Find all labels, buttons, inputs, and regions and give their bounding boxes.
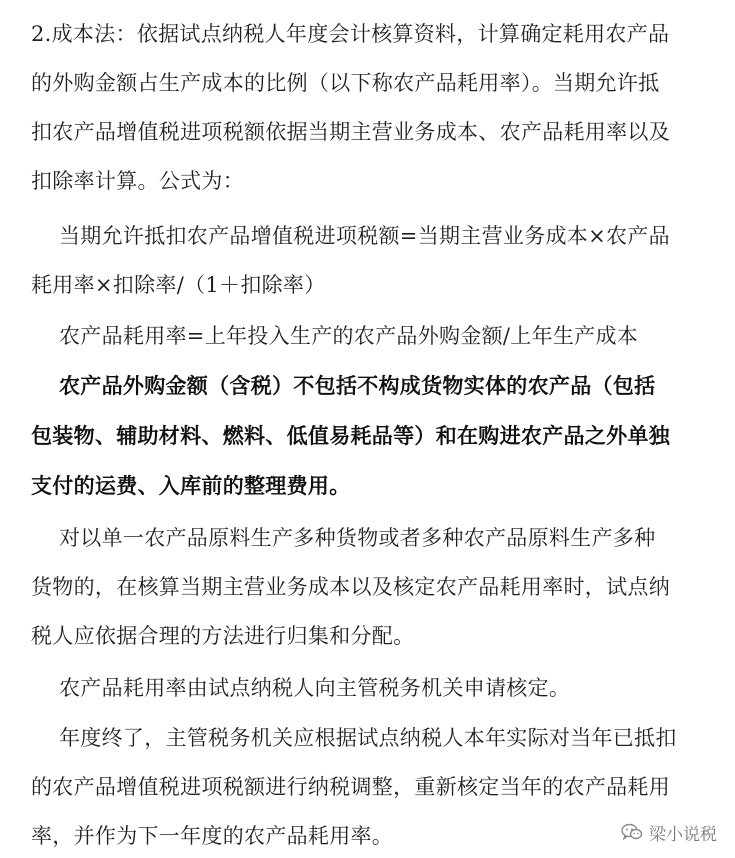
watermark-text: 梁小说税: [649, 824, 717, 845]
paragraph-line: 农产品耗用率由试点纳税人向主管税务机关申请核定。: [59, 676, 571, 700]
paragraph-line: 的农产品增值税进项税额进行纳税调整，重新核定当年的农产品耗用: [31, 775, 670, 799]
formula-line: 当期允许抵扣农产品增值税进项税额=当期主营业务成本×农产品: [59, 224, 670, 248]
paragraph-line: 年度终了，主管税务机关应根据试点纳税人本年实际对当年已抵扣: [59, 726, 677, 750]
paragraph-line: 货物的，在核算当期主营业务成本以及核定农产品耗用率时，试点纳: [31, 575, 670, 599]
formula-line: 耗用率×扣除率/（1＋扣除率）: [31, 273, 326, 297]
paragraph-line: 扣农产品增值税进项税额依据当期主营业务成本、农产品耗用率以及: [31, 120, 670, 144]
paragraph-line: 2.成本法：依据试点纳税人年度会计核算资料，计算确定耗用农产品: [31, 22, 670, 46]
paragraph-line: 的外购金额占生产成本的比例（以下称农产品耗用率）。当期允许抵: [31, 71, 660, 95]
emphasis-line: 包装物、辅助材料、燃料、低值易耗品等）和在购进农产品之外单独: [31, 423, 670, 448]
emphasis-line: 农产品外购金额（含税）不包括不构成货物实体的农产品（包括: [59, 373, 656, 398]
emphasis-line: 支付的运费、入库前的整理费用。: [31, 473, 351, 498]
wechat-icon: [621, 823, 643, 841]
paragraph-line: 扣除率计算。公式为：: [31, 169, 244, 193]
paragraph-line: 税人应依据合理的方法进行归集和分配。: [31, 624, 415, 648]
formula-line: 农产品耗用率=上年投入生产的农产品外购金额/上年生产成本: [59, 324, 639, 348]
paragraph-line: 率，并作为下一年度的农产品耗用率。: [31, 824, 394, 848]
watermark: [621, 820, 717, 844]
paragraph-line: 对以单一农产品原料生产多种货物或者多种农产品原料生产多种: [59, 526, 656, 550]
